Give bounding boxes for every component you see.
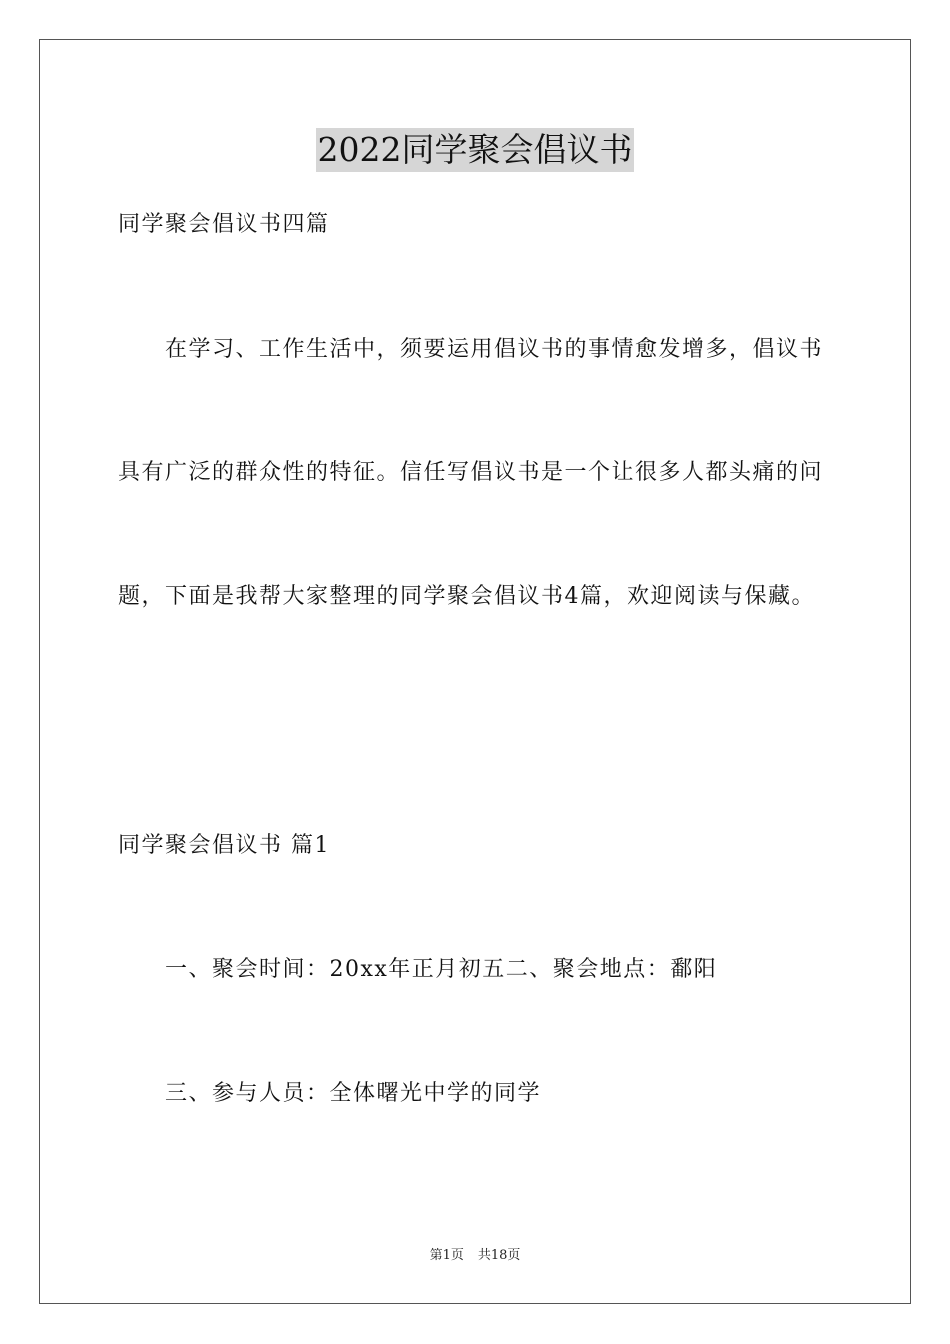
document-title: 2022同学聚会倡议书	[316, 128, 635, 172]
intro-paragraph-line-3: 题，下面是我帮大家整理的同学聚会倡议书4篇，欢迎阅读与保藏。	[118, 584, 815, 609]
document-subtitle: 同学聚会倡议书四篇	[118, 212, 330, 237]
list-item-time-location: 一、聚会时间：20xx年正月初五二、聚会地点：鄱阳	[165, 957, 718, 982]
intro-paragraph-line-1: 在学习、工作生活中，须要运用倡议书的事情愈发增多，倡议书	[165, 337, 824, 362]
document-title-block	[0, 128, 950, 172]
intro-paragraph-line-2: 具有广泛的群众性的特征。信任写倡议书是一个让很多人都头痛的问	[118, 460, 824, 485]
page-footer	[0, 1248, 950, 1264]
section-heading: 同学聚会倡议书 篇1	[118, 833, 330, 858]
page-number: 第1页	[429, 1248, 464, 1263]
list-item-participants: 三、参与人员：全体曙光中学的同学	[165, 1081, 542, 1106]
page-total: 共18页	[477, 1248, 521, 1263]
